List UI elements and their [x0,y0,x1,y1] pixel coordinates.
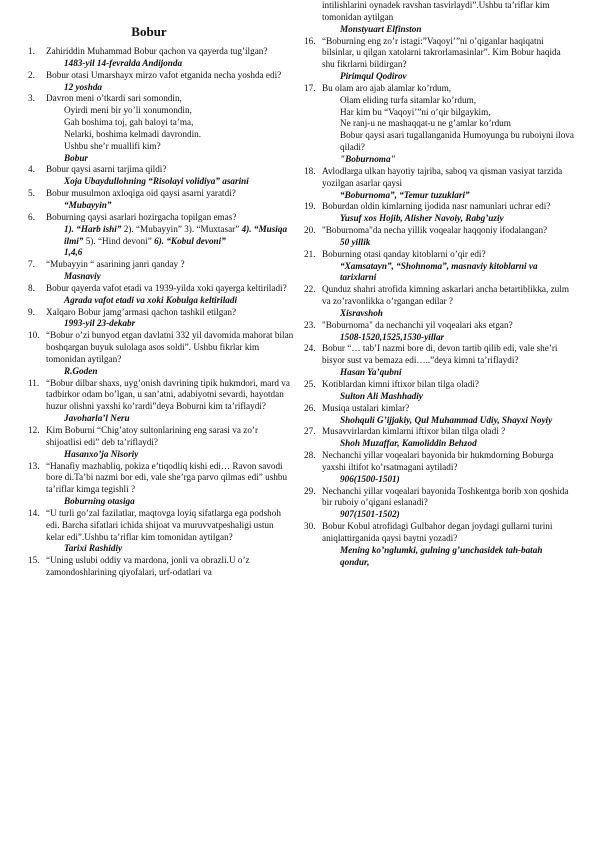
left-column [28,46,294,579]
question-number: 2. [28,69,35,80]
question-item [304,249,574,285]
question-number: 20. [304,225,316,236]
question-number: 3. [28,93,35,104]
question-text: Davron meni o’tkardi sari somondin, [46,93,182,104]
question-number: 8. [28,282,35,293]
question-text: Kim Boburni “Chig’atoy sultonlarining eng sarasi va zo’r shijoatlisi edi” deb ta’riflaydi? [46,425,259,447]
question-text: “Bobur o’zi bunyod etgan davlatni 332 yil davomida mahorat bilan boshqargan buyuk sulolaga asos soldi”. Ushbu fikrlar kim tomonidan aytilgan? [46,330,294,364]
answer-option: 3). “Muxtasar” [184,223,240,234]
question-item [28,425,294,461]
question-text: Zahiriddin Muhammad Bobur qachon va qayerda tug’ilgan? [46,46,268,56]
poem-line: Ushbu she’r muallifi kim? [64,140,161,151]
answer-text: Javoharla’l Neru [64,413,130,424]
question-text: “Mubayyin “ asarining janri qanday ? [46,259,185,270]
question-continuation: intilishlarini oynadek ravshan tasvirlaydi”.Ushbu ta’riflar kim tomonidan aytilgan [322,0,550,22]
question-text: "Boburnoma"da necha yillik voqealar haqqoniy ifodalangan? [322,225,548,236]
question-number: 10. [28,330,40,341]
answer-text: Xoja Ubaydullohning “Risolayi volidiya” asarini [64,176,249,187]
answer-text: Masnaviy [64,271,101,282]
answer-text: “Xamsatayn”, “Shohnoma”, masnaviy kitoblarni va tarixlarni [340,260,538,283]
question-number: 12. [28,425,40,435]
answer-text: Boburning otasiga [64,496,135,507]
answer-option: 4). “Musiqa ilmi” [64,223,288,246]
answer-text: 906(1500-1501) [340,473,400,484]
question-item [304,0,574,36]
question-item [28,330,294,377]
answer-option: 5). “Hind devoni” [85,235,152,246]
right-column [304,0,574,569]
answer-text: Hasanxo’ja Nisoriy [64,448,139,459]
answer-option: 6). “Kobul devoni” [154,235,226,246]
question-text: Musavvirlardan kimlarni iftixor bilan tilga oladi ? [322,426,506,437]
question-item [28,307,294,331]
question-number: 19. [304,201,316,212]
answer-option: 1). “Harb ishi” [64,223,122,234]
poem-line: Gah boshima toj, gah baloyi ta’ma, [64,117,194,128]
question-number: 17. [304,82,316,93]
question-text: Bobur qayerda vafot etadi va 1939-yilda xoki qayerga keltiriladi? [46,282,287,293]
question-number: 4. [28,164,35,175]
question-number: 18. [304,165,316,176]
answer-text: 907(1501-1502) [340,509,400,520]
answer-text: "Boburnoma" [340,153,396,164]
answer-text: Sulton Ali Mashhadiy [340,390,423,401]
answer-option: 2). “Mubayyin” [123,223,182,234]
question-number: 5. [28,188,35,199]
question-number: 30. [304,521,316,532]
question-item [28,378,294,425]
question-item [28,93,294,164]
answer-text: Mening ko’nglumki, gulning g’unchasidek tah-batah qondur, [340,544,543,567]
question-number: 11. [28,377,40,388]
question-text: Musiqa ustalari kimlar? [322,402,410,413]
question-text: “Boburning eng zo’r istagi:”Vaqoyi’”ni o’qiganlar haqiqatni bilsinlar, u qilgan xatolarni takrorlamasinlar”. Kim Bobur haqida shu fikrlarni bildirgan? [322,35,561,70]
question-text: “Uning uslubi oddiy va mardona, jonli va obrazli.U o’z zamondoshlarining qiyofalari, urf-odatlari va [46,555,250,578]
question-item [28,188,294,212]
answer-text: Monstyuart Elfinston [340,23,422,34]
question-number: 13. [28,460,40,471]
answer-text: 1,4,6 [64,247,83,258]
question-number: 21. [304,248,316,259]
answer-text: Pirimqul Qodirov [340,71,407,82]
answer-text: “Mubayyin” [64,199,112,210]
question-text: Kotiblardan kimni iftixor bilan tilga oladi? [322,379,479,389]
answer-text: Agrada vafot etadi va xoki Kobulga keltiriladi [64,294,238,305]
question-text: Nechanchi yillar voqealari bayonida Toshkentga borib xon qoshida bir ruboiy o’qigani eslanadi? [322,485,569,508]
question-text: Bobur Kobul atrofidagi Gulbahor degan joydagi gullarni turini aniqlattirganida qaysi baytni yozadi? [322,521,553,543]
answer-text: “Boburnoma”, “Temur tuzuklari” [340,189,470,200]
question-item [28,46,294,70]
answer-text: 12 yoshda [64,81,103,92]
question-number: 22. [304,284,316,295]
question-item [304,379,574,403]
poem-line: Har kim bu “Vaqoyi’”ni o’qir bilgaykim, [340,106,491,117]
question-text: Bobur musulmon axloqiga oid qaysi asarni yaratdi? [46,188,236,199]
question-text: Xalqaro Bobur jamg’armasi qachon tashkil etilgan? [46,306,237,317]
question-item [304,486,574,522]
question-item [28,164,294,188]
question-number: 6. [28,211,35,222]
question-number: 23. [304,319,316,330]
poem-line: Oyirdi meni bir yo’li xonumondin, [64,105,192,116]
question-item [304,450,574,486]
question-item [304,201,574,225]
question-text: “Hanafiy mazhabliq, pokiza e’tiqodliq kishi edi… Ravon savodi bore di.Ta’bi nazmi bor edi, vale she’rga parvo qilmas edi” ushbu ta’riflar kimga tegishli ? [46,460,288,495]
poem-line: Bobur qaysi asari tugallanganida Humoyunga bu ruboiyni ilova qiladi? [340,130,574,153]
question-item [304,225,574,249]
question-text: Bobur “… tab’I nazmi bore di, devon tartib qilib edi, vale she’ri bisyor sust va bemaza edi…..”deya kimni ta’riflaydi? [322,343,558,366]
question-item [28,212,294,259]
question-item [304,284,574,320]
poem-line: Olam eliding turfa sitamlar ko’rdum, [340,94,476,105]
answer-text: Hasan Ya’qubni [340,367,402,378]
answer-text: R.Goden [64,365,98,376]
answer-options [46,224,294,248]
question-item [304,320,574,344]
answer-text: 1483-yil 14-fevralda Andijonda [64,57,183,68]
question-number: 27. [304,426,316,437]
answer-text: Yusuf xos Hojib, Alisher Navoiy, Rabg’uziy [340,213,504,224]
question-text: Boburning qaysi asarlari hozirgacha topilgan emas? [46,211,237,222]
question-text: "Boburnoma" da nechanchi yil voqealari aks etgan? [322,319,513,330]
question-item [28,70,294,94]
question-number: 15. [28,555,40,566]
poem-line: Nelarki, boshima kelmadi davrondin. [64,128,202,139]
question-item [304,166,574,202]
question-text: Avlodlarga ulkan hayotiy tajriba, saboq va qisman vasiyat tarzida yozilgan asarlar qaysi [322,165,563,188]
question-number: 9. [28,306,35,317]
question-text: Boburdan oldin kimlarning ijodida nasr namunlari uchrar edi? [322,201,551,212]
answer-text: Tarixi Rashidiy [64,543,123,554]
question-item [304,521,574,568]
question-item [304,403,574,427]
answer-text: Shoh Muzaffar, Kamoliddin Behzod [340,438,477,449]
question-item [304,36,574,83]
question-number: 1. [28,46,35,56]
question-text: “U turli go’zal fazilatlar, maqtovga loyiq sifatlarga ega podshoh edi. Barcha sifatlari ichida shijoat va muruvvatpeshaligi ustun kelar edi”.Ushbu ta’riflar kim tomonidan aytilgan? [46,507,281,542]
question-item [28,259,294,283]
question-number: 28. [304,450,316,461]
question-item [28,283,294,307]
question-text: “Bobur dilbar shaxs, uyg’onish davrining tipik hukmdori, mard va tadbirkor odam bo’lgan, u san’atni, adabiyotni sevardi, hayotdan huzur olishni yaxshi ko’rardi”deya Boburni kim ta’riflaydi? [46,377,290,412]
answer-text: Shohquli G’ijjakiy, Qul Muhammad Udiy, Shayxi Noyiy [340,414,553,425]
question-text: Qunduz shahri atrofida kimning askarlari ancha betartiblikka, zulm va zo’ravonlikka o’rgangan edilar ? [322,284,569,307]
question-number: 7. [28,259,35,270]
answer-text: 1508-1520,1525,1530-yillar [340,331,445,342]
question-number: 26. [304,402,316,413]
question-number: 14. [28,507,40,518]
question-item [28,508,294,555]
question-item [28,555,294,579]
answer-text: Bobur [64,152,89,163]
question-number: 24. [304,343,316,354]
question-item [28,461,294,508]
question-text: Bu olam aro ajab alamlar ko’rdum, [322,82,452,93]
answer-text: Xisravshoh [340,307,383,318]
page-title: Bobur [131,24,167,39]
question-text: Bobur otasi Umarshayx mirzo vafot etganida necha yoshda edi? [46,69,282,80]
answer-text: 1993-yil 23-dekabr [64,318,136,329]
question-text: Boburning otasi qanday kitoblarni o’qir edi? [322,248,486,259]
question-item [304,343,574,379]
question-number: 25. [304,379,316,389]
poem-line: Ne ranj-u ne mashaqqat-u ne g’amlar ko’rdum [340,118,511,129]
question-text: Nechanchi yillar voqealari bayonida bir hukmdorning Boburga yaxshi iltifot ko’rsatmagani aytiladi? [322,450,554,472]
question-text: Bobur qaysi asarni tarjima qildi? [46,164,167,175]
question-item [304,426,574,450]
question-number: 29. [304,485,316,496]
question-item [304,83,574,166]
answer-text: 50 yillik [340,236,371,247]
question-number: 16. [304,35,316,46]
